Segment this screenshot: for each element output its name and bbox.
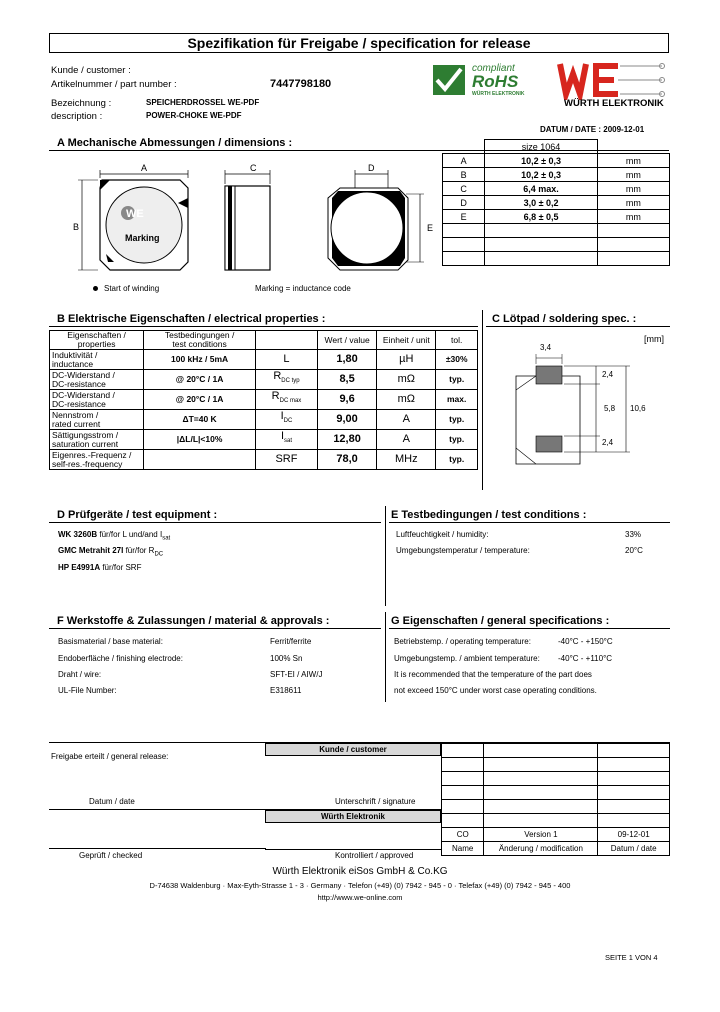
rohs-logo bbox=[432, 63, 544, 97]
pad-total: 10,6 bbox=[630, 404, 646, 413]
humidity-value: 33% bbox=[625, 530, 642, 539]
revision-table bbox=[441, 743, 670, 856]
section-e-rule bbox=[389, 522, 670, 523]
section-e-heading: Testbedingungen / test conditions : bbox=[401, 509, 587, 521]
page-title: Spezifikation für Freigabe / specification for release bbox=[187, 35, 531, 51]
table-row: Induktivität / inductance 100 kHz / 5mA L 1,80 µH ±30% bbox=[50, 350, 478, 370]
material-label: Basismaterial / base material: bbox=[58, 637, 163, 646]
equipment-item: GMC Metrahit 27I für/for $R_{DC}$ bbox=[58, 546, 164, 558]
spec-note: not exceed 150°C under worst case operating conditions. bbox=[394, 686, 597, 695]
dim-row: D 3,0 ± 0,2 mm bbox=[443, 196, 670, 210]
drawing-label-d: D bbox=[368, 163, 375, 173]
freigabe-label: Freigabe erteilt / general release: bbox=[51, 752, 169, 761]
pad-height-top: 2,4 bbox=[602, 370, 614, 379]
spec-note: It is recommended that the temperature of the part does bbox=[394, 670, 592, 679]
section-a-title bbox=[57, 137, 292, 149]
section-g-heading: Eigenschaften / general specifications : bbox=[402, 615, 610, 627]
kontrolliert-label: Kontrolliert / approved bbox=[335, 851, 414, 860]
dim-row: A 10,2 ± 0,3 mm bbox=[443, 154, 670, 168]
temperature-value: 20°C bbox=[625, 546, 643, 555]
section-f-rule bbox=[49, 628, 381, 629]
section-c-heading: Lötpad / soldering spec. : bbox=[503, 313, 637, 325]
table-row: Eigenres.-Frequenz / self-res.-frequency SRF 78,0 MHz typ. bbox=[50, 450, 478, 470]
size-label: size 1064 bbox=[485, 140, 598, 154]
dim-row bbox=[443, 224, 670, 238]
section-b-divider bbox=[482, 310, 483, 490]
section-d-title bbox=[57, 509, 217, 521]
we-logo bbox=[556, 60, 672, 108]
marking-note: Marking = inductance code bbox=[255, 284, 351, 293]
section-b-letter: B bbox=[57, 313, 65, 325]
description-label: description : bbox=[51, 111, 103, 122]
table-row: DC-Widerstand / DC-resistance @ 20°C / 1A $R_{DC max}$ 9,6 mΩ max. bbox=[50, 390, 478, 410]
revision-row: CO Version 1 09-12-01 bbox=[442, 828, 670, 842]
spec-label: Betriebstemp. / operating temperature: bbox=[394, 637, 531, 646]
geprueft-label: Geprüft / checked bbox=[79, 851, 143, 860]
spec-value: -40°C - +110°C bbox=[558, 654, 613, 663]
drawing-label-b: B bbox=[73, 222, 80, 232]
section-de-divider bbox=[385, 506, 386, 606]
section-a-heading: Mechanische Abmessungen / dimensions : bbox=[67, 137, 293, 149]
section-e-title bbox=[391, 509, 586, 521]
pad-gap: 5,8 bbox=[604, 404, 616, 413]
section-fg-divider bbox=[385, 612, 386, 702]
section-g-letter: G bbox=[391, 615, 400, 627]
date-line: DATUM / DATE : 2009-12-01 bbox=[540, 125, 645, 134]
bezeichnung-label: Bezeichnung : bbox=[51, 98, 112, 109]
datum-label: Datum / date bbox=[89, 797, 135, 806]
marking-label: Marking bbox=[125, 233, 160, 243]
table-row: Nennstrom / rated current ΔT=40 K $I_{DC}$ 9,00 A typ. bbox=[50, 410, 478, 430]
section-f-letter: F bbox=[57, 615, 64, 627]
table-row: DC-Widerstand / DC-resistance @ 20°C / 1A $R_{DC typ}$ 8,5 mΩ typ. bbox=[50, 370, 478, 390]
section-c-rule bbox=[486, 326, 670, 327]
start-of-winding-dot bbox=[93, 286, 98, 291]
part-number-label: Artikelnummer / part number : bbox=[51, 79, 177, 90]
wurth-header: Würth Elektronik bbox=[265, 810, 441, 823]
drawing-label-e: E bbox=[427, 223, 434, 233]
material-label: Endoberfläche / finishing electrode: bbox=[58, 654, 183, 663]
section-b-rule bbox=[49, 326, 478, 327]
part-number-value: 7447798180 bbox=[270, 78, 332, 90]
we-logo-text: WÜRTH ELEKTRONIK bbox=[564, 98, 664, 109]
material-value: SFT-EI / AIW/J bbox=[270, 670, 323, 679]
drawing-label-c: C bbox=[250, 163, 257, 173]
table-row: Sättigungsstrom / saturation current |ΔL/L|<10% $I_{sat}$ 12,80 A typ. bbox=[50, 430, 478, 450]
material-value: Ferrit/ferrite bbox=[270, 637, 312, 646]
material-label: Draht / wire: bbox=[58, 670, 102, 679]
section-b-heading: Elektrische Eigenschaften / electrical properties : bbox=[68, 313, 326, 325]
drawing-label-a: A bbox=[141, 163, 148, 173]
rohs-main-text: RoHS bbox=[472, 72, 519, 91]
footer-address: D-74638 Waldenburg · Max-Eyth-Strasse 1 - 3 · Germany · Telefon (+49) (0) 7942 - 945 - 0 · Telefax (+49) (0) 7942 - 945 - 400 bbox=[149, 881, 571, 890]
material-label: UL-File Number: bbox=[58, 686, 117, 695]
equipment-item: HP E4991A für/for SRF bbox=[58, 563, 142, 572]
solder-pad-drawing bbox=[500, 340, 670, 480]
unterschrift-label: Unterschrift / signature bbox=[335, 797, 416, 806]
section-a-letter: A bbox=[57, 137, 65, 149]
dimension-drawing bbox=[70, 158, 440, 283]
dim-row: C 6,4 max. mm bbox=[443, 182, 670, 196]
material-value: 100% Sn bbox=[270, 654, 303, 663]
electrical-table: Eigenschaften / properties Testbedingungen / test conditions Wert / value Einheit / unit tol. Induktivität / inductance 100 kHz / 5mA L 1,80 µH ±30% DC-Widerstand / DC-resistance @ 20°C / 1A $R_{DC typ}$ 8,5 mΩ typ. DC-Widerstand / DC-resistance @ 20°C / 1A $R_{DC max}$ 9,6 mΩ max. Nennstrom / rated current ΔT=40 K $I_{DC}$ 9,00 A typ. Sättigungsstrom / saturation current |ΔL/L|<10% $I_{sat}$ 12,80 A typ. Eigenres.-Frequenz / self-res.-frequency SRF 78,0 MHz typ. bbox=[49, 330, 478, 470]
start-of-winding-note: Start of winding bbox=[104, 284, 160, 293]
section-g-rule bbox=[389, 628, 670, 629]
we-marking-logo: WE bbox=[126, 208, 144, 220]
humidity-label: Luftfeuchtigkeit / humidity: bbox=[396, 530, 489, 539]
spec-label: Umgebungstemp. / ambient temperature: bbox=[394, 654, 540, 663]
section-g-title bbox=[391, 615, 609, 627]
section-c-title bbox=[492, 313, 636, 325]
section-d-rule bbox=[49, 522, 381, 523]
footer-web: http://www.we-online.com bbox=[317, 893, 403, 902]
section-c-letter: C bbox=[492, 313, 500, 325]
dimensions-table bbox=[442, 139, 670, 266]
rohs-bottom-text: WÜRTH ELEKTRONIK bbox=[472, 91, 525, 97]
description-value: POWER-CHOKE WE-PDF bbox=[146, 111, 242, 120]
approval-line bbox=[265, 849, 442, 850]
revision-header-row: Name Änderung / modification Datum / date bbox=[442, 842, 670, 856]
dim-row bbox=[443, 238, 670, 252]
section-b-title bbox=[57, 313, 325, 325]
footer-company: Würth Elektronik eiSos GmbH & Co.KG bbox=[272, 866, 448, 877]
pad-height-bottom: 2,4 bbox=[602, 438, 614, 447]
customer-label: Kunde / customer : bbox=[51, 65, 131, 76]
bezeichnung-value: SPEICHERDROSSEL WE-PDF bbox=[146, 98, 260, 107]
kunde-header: Kunde / customer bbox=[265, 743, 441, 756]
section-f-heading: Werkstoffe & Zulassungen / material & approvals : bbox=[66, 615, 330, 627]
equipment-item: WK 3260B für/for L und/and $I_{sat}$ bbox=[58, 530, 171, 542]
dim-row bbox=[443, 252, 670, 266]
dim-row: B 10,2 ± 0,3 mm bbox=[443, 168, 670, 182]
page-number: SEITE 1 VON 4 bbox=[605, 953, 658, 962]
solder-unit: [mm] bbox=[644, 334, 664, 344]
pad-width: 3,4 bbox=[540, 343, 552, 352]
section-f-title bbox=[57, 615, 329, 627]
material-value: E318611 bbox=[270, 686, 302, 695]
temperature-label: Umgebungstemperatur / temperature: bbox=[396, 546, 530, 555]
rohs-compliant-text: compliant bbox=[472, 63, 515, 74]
section-d-heading: Prüfgeräte / test equipment : bbox=[68, 509, 218, 521]
spec-value: -40°C - +150°C bbox=[558, 637, 613, 646]
section-d-letter: D bbox=[57, 509, 65, 521]
section-e-letter: E bbox=[391, 509, 399, 521]
dim-row: E 6,8 ± 0,5 mm bbox=[443, 210, 670, 224]
